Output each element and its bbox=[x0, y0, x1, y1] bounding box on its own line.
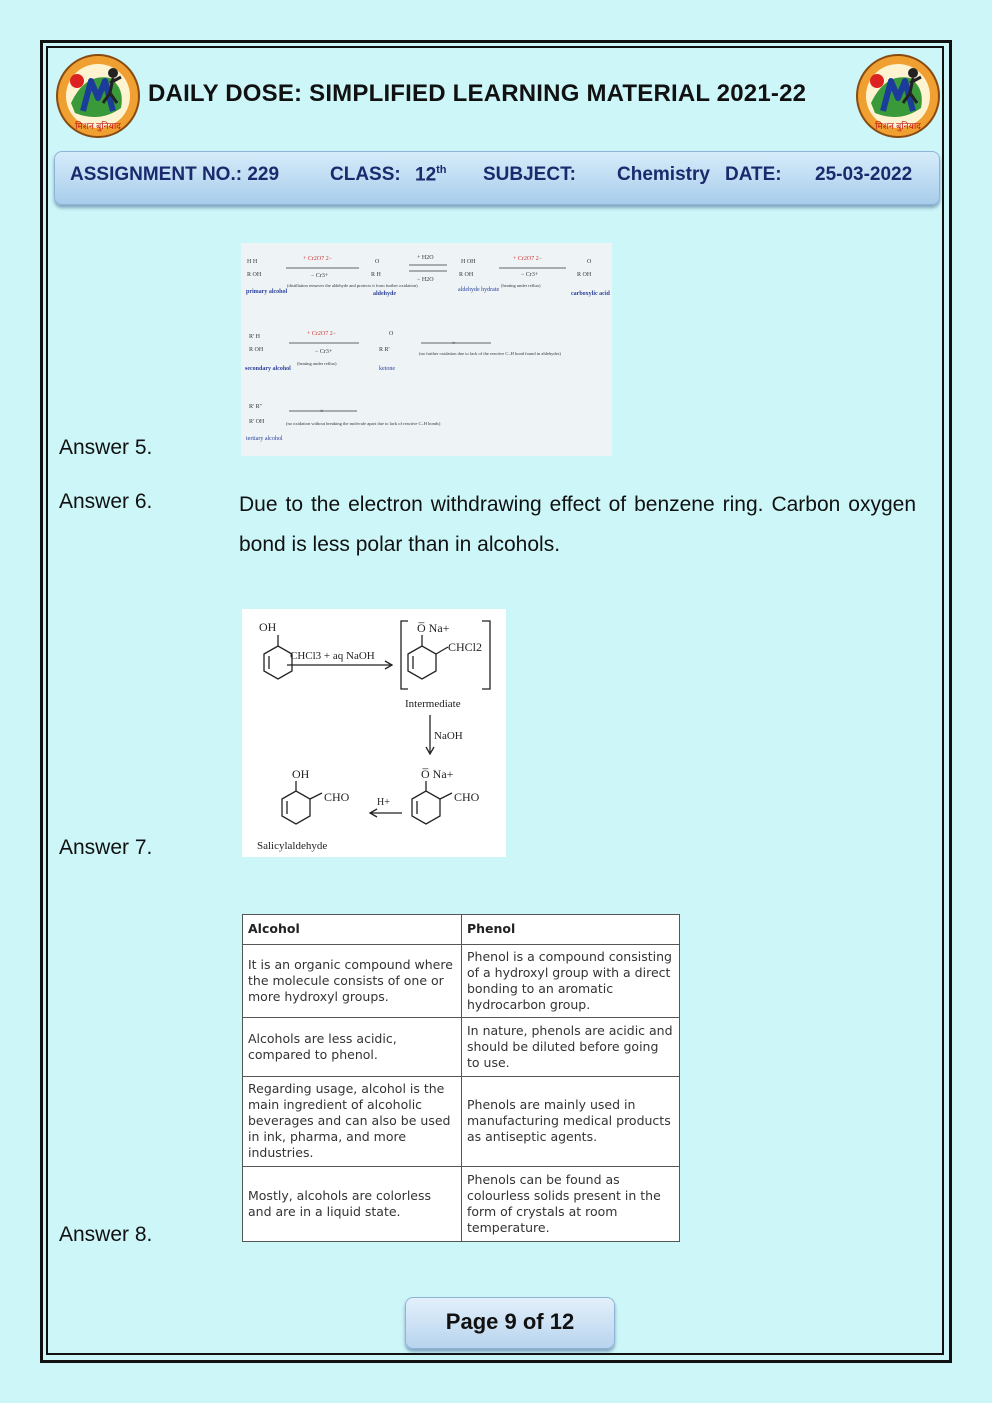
table-cell: Phenol is a compound consisting of a hydroxyl group with a direct bonding to an aromatic hydrocarbon group. bbox=[462, 944, 680, 1017]
svg-text:− Cr3+: − Cr3+ bbox=[315, 349, 333, 355]
alcohol-oxidation-scheme bbox=[241, 243, 612, 456]
svg-text:O̅ Na+: O̅ Na+ bbox=[421, 767, 454, 781]
svg-text:R H: R H bbox=[371, 272, 381, 278]
svg-text:CHCl2: CHCl2 bbox=[448, 640, 483, 654]
alcohol-vs-phenol-table bbox=[242, 914, 680, 1242]
svg-text:(no oxidation without breaking: (no oxidation without breaking the molecule apart due to lack of reactive C–H bonds) bbox=[286, 421, 441, 426]
svg-text:H H: H H bbox=[247, 259, 258, 265]
table-header-alcohol: Alcohol bbox=[243, 915, 462, 945]
svg-text:R OH: R OH bbox=[247, 272, 262, 278]
svg-text:R' R'': R' R'' bbox=[249, 404, 262, 410]
table-cell: Phenols are mainly used in manufacturing medical products as antiseptic agents. bbox=[462, 1076, 680, 1166]
svg-text:carboxylic acid: carboxylic acid bbox=[571, 291, 610, 297]
table-row bbox=[243, 944, 680, 1017]
svg-text:R' H: R' H bbox=[249, 334, 260, 340]
answer-8-label: Answer 8. bbox=[59, 1223, 153, 1246]
svg-text:(distillation removes the alde: (distillation removes the aldehyde and protects it from further oxidation) bbox=[287, 283, 418, 288]
table-header-phenol: Phenol bbox=[462, 915, 680, 945]
svg-text:aldehyde hydrate: aldehyde hydrate bbox=[458, 287, 500, 293]
table-row bbox=[243, 1017, 680, 1076]
svg-text:(heating under reflux): (heating under reflux) bbox=[501, 283, 541, 288]
svg-text:+ H2O: + H2O bbox=[417, 255, 434, 261]
svg-text:OH: OH bbox=[259, 620, 277, 634]
page-number-badge: Page 9 of 12 bbox=[405, 1297, 615, 1349]
svg-text:H+: H+ bbox=[377, 797, 390, 808]
table-header-row bbox=[243, 915, 680, 945]
table-cell: Mostly, alcohols are colorless and are in a liquid state. bbox=[243, 1166, 462, 1241]
answer-5-label: Answer 5. bbox=[59, 436, 153, 459]
table-cell: Regarding usage, alcohol is the main ingredient of alcoholic beverages and can also be used in ink, pharma, and more industries. bbox=[243, 1076, 462, 1166]
table-row bbox=[243, 1076, 680, 1166]
svg-text:Intermediate: Intermediate bbox=[405, 698, 461, 710]
svg-text:(no further oxidation due to l: (no further oxidation due to lack of the reactive C–H bond found in aldehydes) bbox=[419, 351, 561, 356]
svg-text:O̅ Na+: O̅ Na+ bbox=[417, 621, 450, 635]
svg-text:R OH: R OH bbox=[577, 272, 592, 278]
table-row bbox=[243, 1166, 680, 1241]
table-cell: It is an organic compound where the molecule consists of one or more hydroxyl groups. bbox=[243, 944, 462, 1017]
svg-text:primary alcohol: primary alcohol bbox=[246, 289, 288, 295]
svg-text:− Cr3+: − Cr3+ bbox=[311, 273, 329, 279]
date-value: 25-03-2022 bbox=[815, 164, 913, 185]
svg-text:(heating under reflux): (heating under reflux) bbox=[297, 361, 337, 366]
svg-text:मिशन बुनियाद: मिशन बुनियाद bbox=[875, 121, 921, 131]
mission-buniyaad-logo-left bbox=[55, 53, 141, 139]
answer-6-label: Answer 6. bbox=[59, 490, 153, 513]
svg-text:+ Cr2O7 2−: + Cr2O7 2− bbox=[307, 331, 337, 337]
svg-text:R' OH: R' OH bbox=[249, 419, 265, 425]
assignment-info-bar bbox=[54, 151, 940, 205]
class-label: CLASS: bbox=[330, 164, 401, 185]
svg-text:tertiary alcohol: tertiary alcohol bbox=[246, 436, 283, 442]
svg-text:O: O bbox=[375, 259, 380, 265]
table-cell: Alcohols are less acidic, compared to phenol. bbox=[243, 1017, 462, 1076]
svg-text:NaOH: NaOH bbox=[434, 730, 463, 742]
svg-text:+ Cr2O7 2−: + Cr2O7 2− bbox=[303, 256, 333, 262]
date-label: DATE: bbox=[725, 164, 782, 185]
table-cell: Phenols can be found as colourless solids present in the form of crystals at room temperature. bbox=[462, 1166, 680, 1241]
svg-text:CHCl3 + aq NaOH: CHCl3 + aq NaOH bbox=[290, 650, 375, 662]
svg-text:CHO: CHO bbox=[454, 790, 480, 804]
svg-text:O: O bbox=[389, 331, 394, 337]
svg-text:− Cr3+: − Cr3+ bbox=[521, 272, 539, 278]
svg-text:secondary alcohol: secondary alcohol bbox=[245, 366, 291, 372]
class-value: 12th bbox=[415, 164, 447, 186]
svg-text:×: × bbox=[320, 409, 324, 415]
svg-text:+ Cr2O7 2−: + Cr2O7 2− bbox=[513, 256, 543, 262]
answer-6-text: Due to the electron withdrawing effect of benzene ring. Carbon oxygen bond is less polar than in alcohols. bbox=[239, 493, 916, 556]
table-cell: In nature, phenols are acidic and should be diluted before going to use. bbox=[462, 1017, 680, 1076]
subject-value: Chemistry bbox=[617, 164, 710, 185]
assignment-number: ASSIGNMENT NO.: 229 bbox=[70, 164, 280, 185]
svg-text:R OH: R OH bbox=[459, 272, 474, 278]
answer-7-label: Answer 7. bbox=[59, 836, 153, 859]
svg-text:aldehyde: aldehyde bbox=[373, 291, 397, 297]
mission-buniyaad-logo-right bbox=[855, 53, 941, 139]
subject-label: SUBJECT: bbox=[483, 164, 576, 185]
svg-text:CHO: CHO bbox=[324, 790, 350, 804]
page-title: DAILY DOSE: SIMPLIFIED LEARNING MATERIAL 2021-22 bbox=[148, 80, 807, 107]
svg-text:R OH: R OH bbox=[249, 347, 264, 353]
reimer-tiemann-reaction-scheme bbox=[242, 609, 506, 857]
svg-text:− H2O: − H2O bbox=[417, 277, 434, 283]
svg-text:R R': R R' bbox=[379, 347, 390, 353]
svg-text:H OH: H OH bbox=[461, 259, 476, 265]
svg-text:×: × bbox=[452, 341, 456, 347]
svg-text:मिशन बुनियाद: मिशन बुनियाद bbox=[75, 121, 121, 131]
svg-text:O: O bbox=[587, 259, 592, 265]
svg-text:OH: OH bbox=[292, 767, 310, 781]
svg-text:ketone: ketone bbox=[379, 366, 395, 372]
svg-text:Salicylaldehyde: Salicylaldehyde bbox=[257, 840, 328, 852]
